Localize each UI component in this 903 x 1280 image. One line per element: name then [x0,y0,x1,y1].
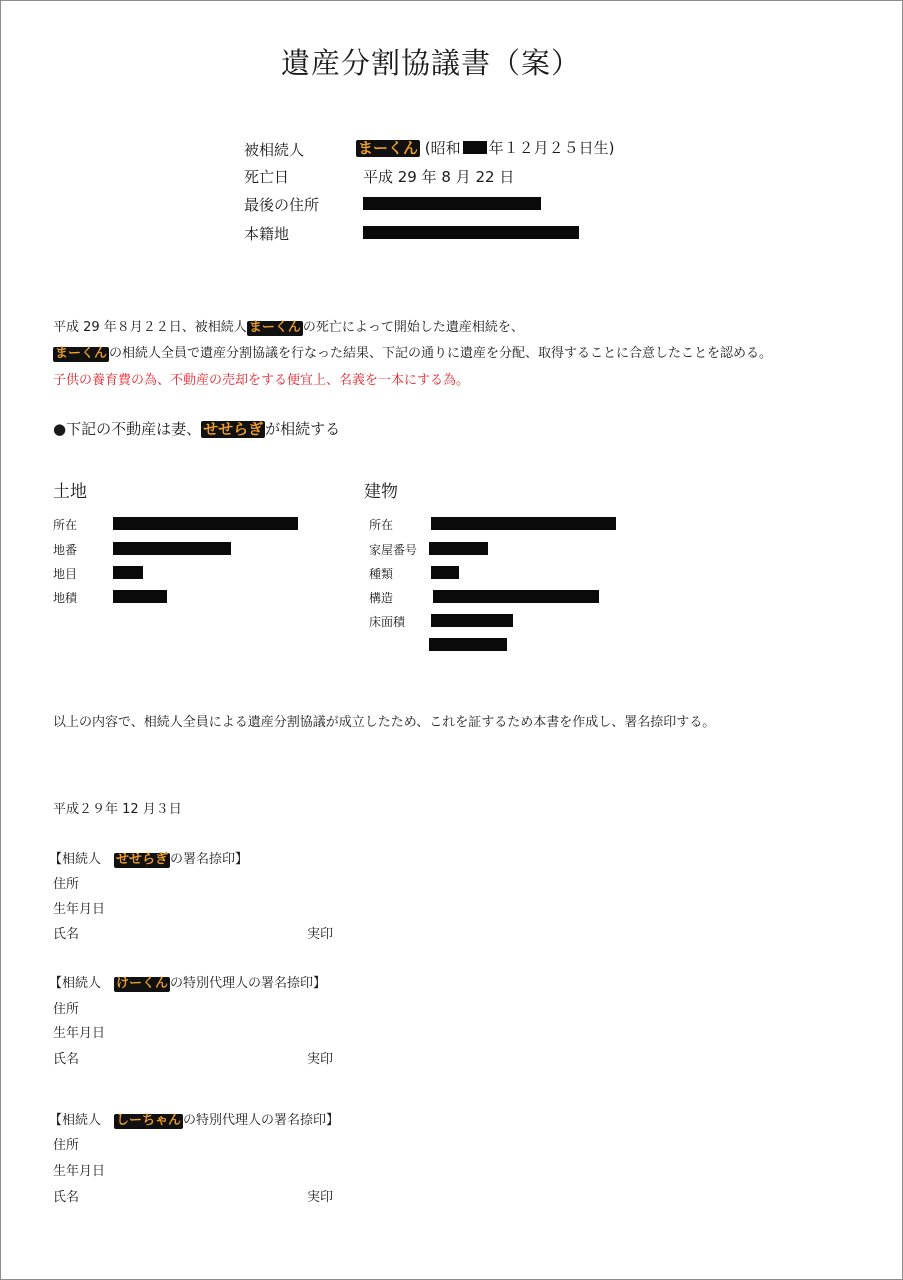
signature-2-name-label: 氏名 [53,1052,80,1067]
signature-1-address-label: 住所 [53,877,80,892]
decedent-name: まーくん [358,139,419,157]
signature-2-birth-label: 生年月日 [53,1026,106,1041]
redaction-building-location [431,517,616,530]
building-floor-area-label: 床面積 [369,615,406,629]
signature-2-name: けーくん [116,976,169,991]
building-heading: 建物 [364,482,398,502]
intro-line-1-text-b: の死亡によって開始した遺産相続を、 [302,320,524,335]
signature-2-heading [49,972,326,992]
signature-2-prefix: 【相続人 [49,976,102,991]
clause-prefix: ●下記の不動産は妻、 [53,420,202,438]
death-date-label: 死亡日 [244,168,290,186]
intro-line-2-name: まーくん [55,346,108,361]
conclusion-text: 以上の内容で、相続人全員による遺産分割協議が成立したため、これを証するため本書を作成し、署名捺印する。 [53,715,716,730]
birth-suffix: 年１２月２５日生) [488,139,615,157]
redaction-building-structure [433,590,599,603]
signature-1-seal-label: 実印 [307,927,334,942]
intro-line-1-name: まーくん [248,320,301,335]
signature-3-birth-label: 生年月日 [53,1164,106,1179]
redaction-building-type [431,566,459,579]
intro-line-1 [53,316,524,336]
intro-line-3-red: 子供の養育費の為、不動産の売却をする便宜上、名義を一本にする為。 [53,373,470,388]
signature-1-suffix: の署名捺印】 [170,852,249,867]
building-number-label: 家屋番号 [369,543,418,557]
redaction-address [363,197,541,210]
signature-1-prefix: 【相続人 [49,852,102,867]
agreement-date: 平成２９年 12 月３日 [53,802,182,817]
signature-3-seal-label: 実印 [307,1190,334,1205]
clause-heir-name: せせらぎ [203,420,264,438]
intro-line-1-text-a: 平成 29 年８月２２日、被相続人 [53,320,247,335]
redaction-land-lot [113,542,231,555]
domicile-label: 本籍地 [244,225,290,243]
signature-2-seal-label: 実印 [307,1052,334,1067]
intro-line-2 [53,342,772,362]
redaction-land-category [113,566,143,579]
redaction-floor-area-1 [431,614,513,627]
redaction-floor-area-2 [429,638,507,651]
signature-3-heading [49,1109,339,1129]
intro-line-2-text: の相続人全員で遺産分割協議を行なった結果、下記の通りに遺産を分配、取得することに合意したことを認める。 [109,346,773,361]
signature-3-name-label: 氏名 [53,1190,80,1205]
birth-prefix: (昭和 [424,139,461,157]
signature-2-suffix: の特別代理人の署名捺印】 [170,976,327,991]
inheritance-clause [53,418,340,439]
land-heading: 土地 [53,482,87,502]
signature-1-heading [49,848,248,868]
building-location-label: 所在 [369,518,394,532]
decedent-name-row [356,137,615,158]
document-title: 遺産分割協議書（案） [281,46,582,80]
decedent-name-label: 被相続人 [244,141,305,159]
building-type-label: 種類 [369,567,394,581]
signature-3-address-label: 住所 [53,1138,80,1153]
land-category-label: 地目 [53,567,78,581]
signature-1-name-label: 氏名 [53,927,80,942]
redaction-land-area [113,590,167,603]
redaction-land-location [113,517,298,530]
building-structure-label: 構造 [369,591,394,605]
signature-1-name: せせらぎ [116,852,169,867]
land-location-label: 所在 [53,518,78,532]
address-label: 最後の住所 [244,196,320,214]
signature-3-name: しーちゃん [116,1113,182,1128]
redaction-birth-year [463,141,487,154]
land-lot-label: 地番 [53,543,78,557]
redaction-domicile [363,226,579,239]
signature-3-suffix: の特別代理人の署名捺印】 [183,1113,340,1128]
redaction-building-number [429,542,488,555]
land-area-label: 地積 [53,591,78,605]
signature-1-birth-label: 生年月日 [53,902,106,917]
signature-3-prefix: 【相続人 [49,1113,102,1128]
death-date: 平成 29 年 8 月 22 日 [363,168,515,186]
signature-2-address-label: 住所 [53,1002,80,1017]
clause-suffix: が相続する [265,420,341,438]
